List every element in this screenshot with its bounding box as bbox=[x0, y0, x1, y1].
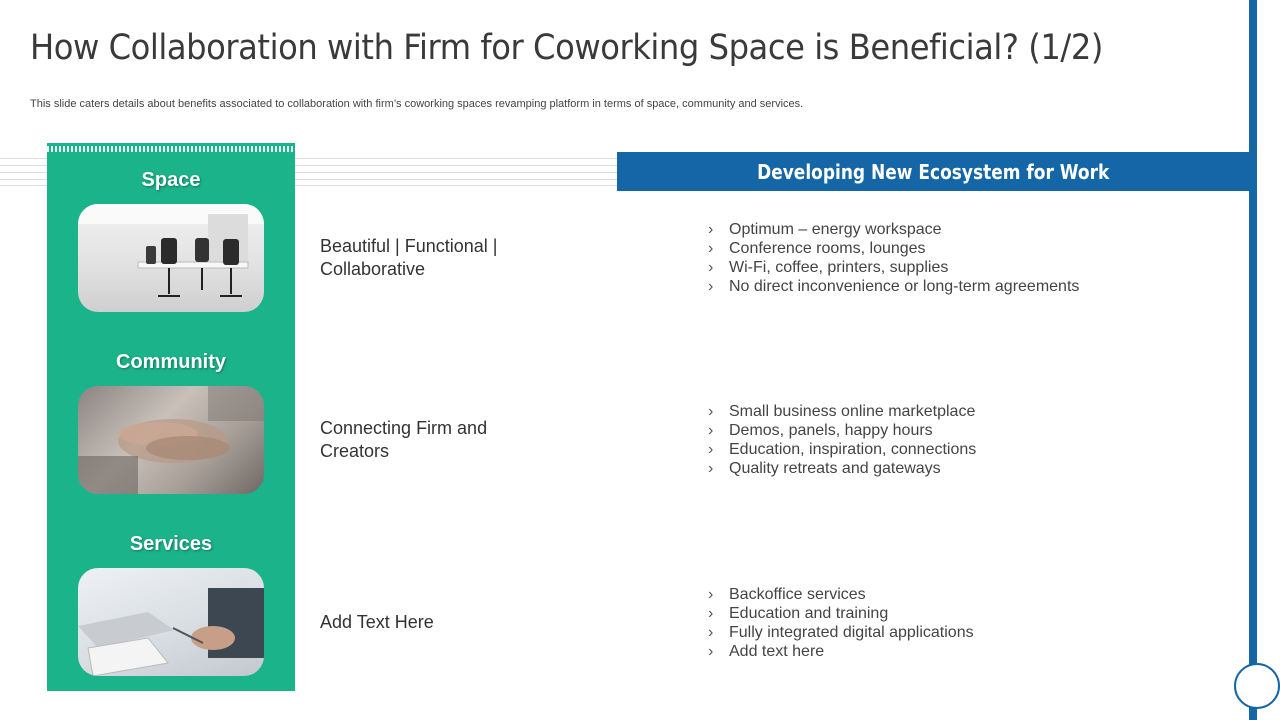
panel-stripe bbox=[47, 146, 295, 152]
list-item: › Add text here bbox=[708, 643, 825, 660]
chevron-right-icon: › bbox=[708, 605, 714, 622]
bullet-list-services bbox=[708, 585, 974, 661]
bullet-list-community bbox=[708, 402, 976, 478]
chevron-right-icon: › bbox=[708, 221, 714, 238]
ecosystem-header-text: Developing New Ecosystem for Work bbox=[756, 159, 1110, 184]
office-meeting-room-photo bbox=[78, 204, 264, 312]
right-accent-bar bbox=[1249, 0, 1257, 720]
list-item: › Wi-Fi, coffee, printers, supplies bbox=[708, 259, 949, 276]
list-item: › Education and training bbox=[708, 605, 889, 622]
chevron-right-icon: › bbox=[708, 460, 714, 477]
stacked-hands-photo bbox=[78, 386, 264, 494]
row-description-services: Add Text Here bbox=[320, 612, 434, 632]
chevron-right-icon: › bbox=[708, 643, 714, 660]
list-item: › No direct inconvenience or long-term agreements bbox=[708, 278, 1080, 295]
list-item: › Optimum – energy workspace bbox=[708, 221, 942, 238]
list-item: › Small business online marketplace bbox=[708, 403, 976, 420]
category-panel bbox=[47, 143, 295, 691]
list-item: › Quality retreats and gateways bbox=[708, 460, 941, 477]
chevron-right-icon: › bbox=[708, 422, 714, 439]
list-item: › Education, inspiration, connections bbox=[708, 441, 977, 458]
chevron-right-icon: › bbox=[708, 441, 714, 458]
bullet-list-space bbox=[708, 220, 1079, 296]
chevron-right-icon: › bbox=[708, 259, 714, 276]
slide-title: How Collaboration with Firm for Coworking Space is Beneficial? (1/2) bbox=[30, 28, 1103, 68]
category-label-services: Services bbox=[129, 533, 213, 555]
slide-subtitle: This slide caters details about benefits associated to collaboration with firm’s coworking spaces revamping platform in terms of space, community and services. bbox=[30, 98, 804, 110]
chevron-right-icon: › bbox=[708, 624, 714, 641]
page-circle-icon bbox=[1234, 663, 1280, 709]
ecosystem-header bbox=[617, 152, 1249, 191]
chevron-right-icon: › bbox=[708, 403, 714, 420]
chevron-right-icon: › bbox=[708, 240, 714, 257]
chevron-right-icon: › bbox=[708, 278, 714, 295]
chevron-right-icon: › bbox=[708, 586, 714, 603]
list-item: › Conference rooms, lounges bbox=[708, 240, 926, 257]
list-item: › Demos, panels, happy hours bbox=[708, 422, 933, 439]
desk-laptop-photo bbox=[78, 568, 264, 676]
category-label-community: Community bbox=[116, 351, 226, 373]
row-description-space: Beautiful | Functional | Collaborative bbox=[320, 236, 498, 279]
category-label-space: Space bbox=[141, 169, 201, 191]
list-item: › Backoffice services bbox=[708, 586, 866, 603]
list-item: › Fully integrated digital applications bbox=[708, 624, 974, 641]
row-description-community: Connecting Firm and Creators bbox=[320, 418, 488, 461]
